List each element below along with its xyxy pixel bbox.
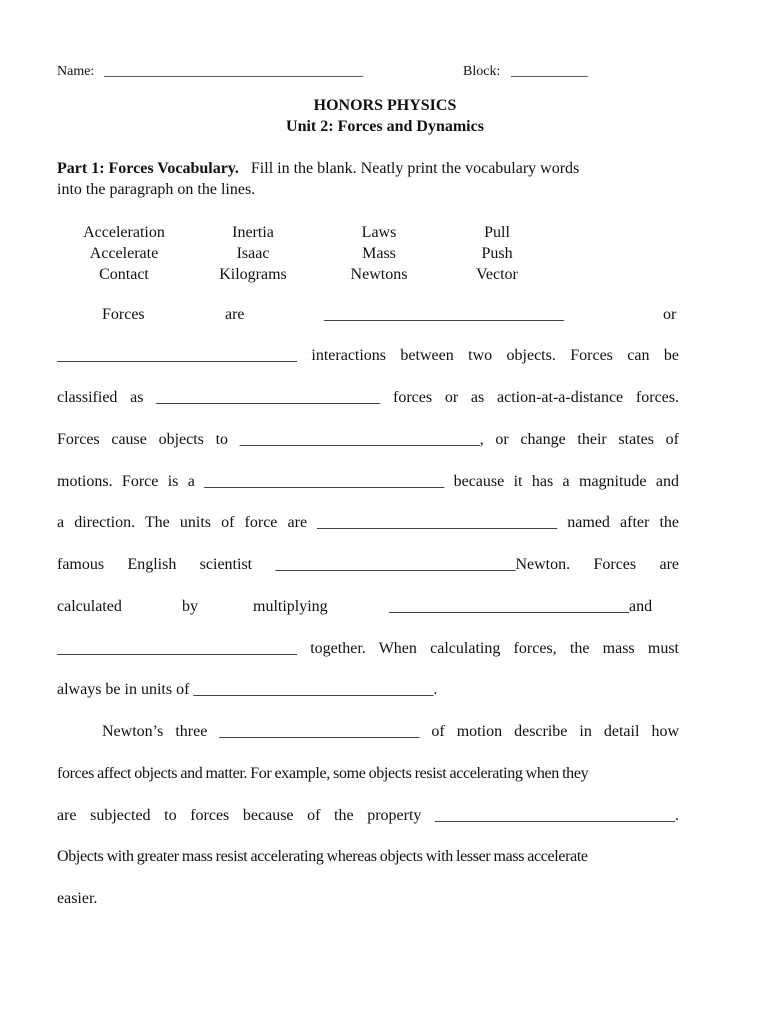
- vocab-word: Newtons: [350, 266, 408, 283]
- paragraph-word: or: [663, 306, 677, 323]
- vocab-word: Vector: [476, 266, 518, 283]
- part1-instruction-continued: into the paragraph on the lines.: [57, 181, 256, 198]
- paragraph-line: a direction. The units of force are ______________________________ named after the: [57, 514, 679, 531]
- name-blank[interactable]: _____________________________________: [104, 64, 363, 79]
- block-label: Block:: [463, 64, 501, 79]
- paragraph-word: Forces: [102, 306, 145, 323]
- vocab-word: Push: [481, 245, 513, 262]
- paragraph-word: by: [182, 598, 198, 615]
- document-subtitle: Unit 2: Forces and Dynamics: [286, 118, 484, 135]
- paragraph-line: are subjected to forces because of the property ______________________________.: [57, 807, 679, 824]
- vocab-word: Accelerate: [89, 245, 159, 262]
- paragraph-line: Newton’s three _________________________ of motion describe in detail how: [102, 723, 679, 740]
- name-label: Name:: [57, 64, 95, 79]
- paragraph-line: motions. Force is a ______________________________ because it has a magnitude and: [57, 473, 679, 490]
- paragraph-word: calculated: [57, 598, 122, 615]
- paragraph-word: multiplying: [253, 598, 328, 615]
- vocab-word: Acceleration: [83, 224, 165, 241]
- part1-instructions: [57, 160, 679, 178]
- vocab-word: Isaac: [236, 245, 270, 262]
- paragraph-line: ______________________________ together. When calculating forces, the mass must: [57, 640, 679, 657]
- fill-blank[interactable]: ______________________________: [324, 306, 564, 323]
- paragraph-line: ______________________________ interactions between two objects. Forces can be: [57, 347, 679, 364]
- vocab-word: Contact: [99, 266, 149, 283]
- vocab-word: Pull: [484, 224, 510, 241]
- vocab-word: Laws: [361, 224, 397, 241]
- fill-blank[interactable]: ______________________________and: [389, 598, 653, 615]
- vocab-word: Inertia: [232, 224, 274, 241]
- paragraph-line: Objects with greater mass resist accelerating whereas objects with lesser mass accelerate: [57, 848, 588, 865]
- vocab-column-4: [462, 222, 532, 285]
- part1-instruction-text: Fill in the blank. Neatly print the vocabulary words: [250, 160, 580, 177]
- paragraph-line: always be in units of ______________________________.: [57, 681, 438, 698]
- paragraph-line: Forces cause objects to ______________________________, or change their states of: [57, 431, 679, 448]
- vocab-column-2: [203, 222, 303, 285]
- vocab-column-1: [64, 222, 184, 285]
- vocab-word: Mass: [362, 245, 396, 262]
- part1-heading: Part 1: Forces Vocabulary.: [57, 160, 239, 177]
- paragraph-line: classified as ____________________________ forces or as action-at-a-distance forces.: [57, 389, 679, 406]
- vocab-column-3: [339, 222, 419, 285]
- vocab-word: Kilograms: [219, 266, 287, 283]
- document-title: HONORS PHYSICS: [313, 97, 457, 114]
- paragraph-line: forces affect objects and matter. For example, some objects resist accelerating when they: [57, 765, 589, 782]
- block-blank[interactable]: ___________: [511, 64, 588, 79]
- paragraph-line: famous English scientist ______________________________Newton. Forces are: [57, 556, 679, 573]
- paragraph-word: are: [225, 306, 245, 323]
- paragraph-line: easier.: [57, 890, 98, 907]
